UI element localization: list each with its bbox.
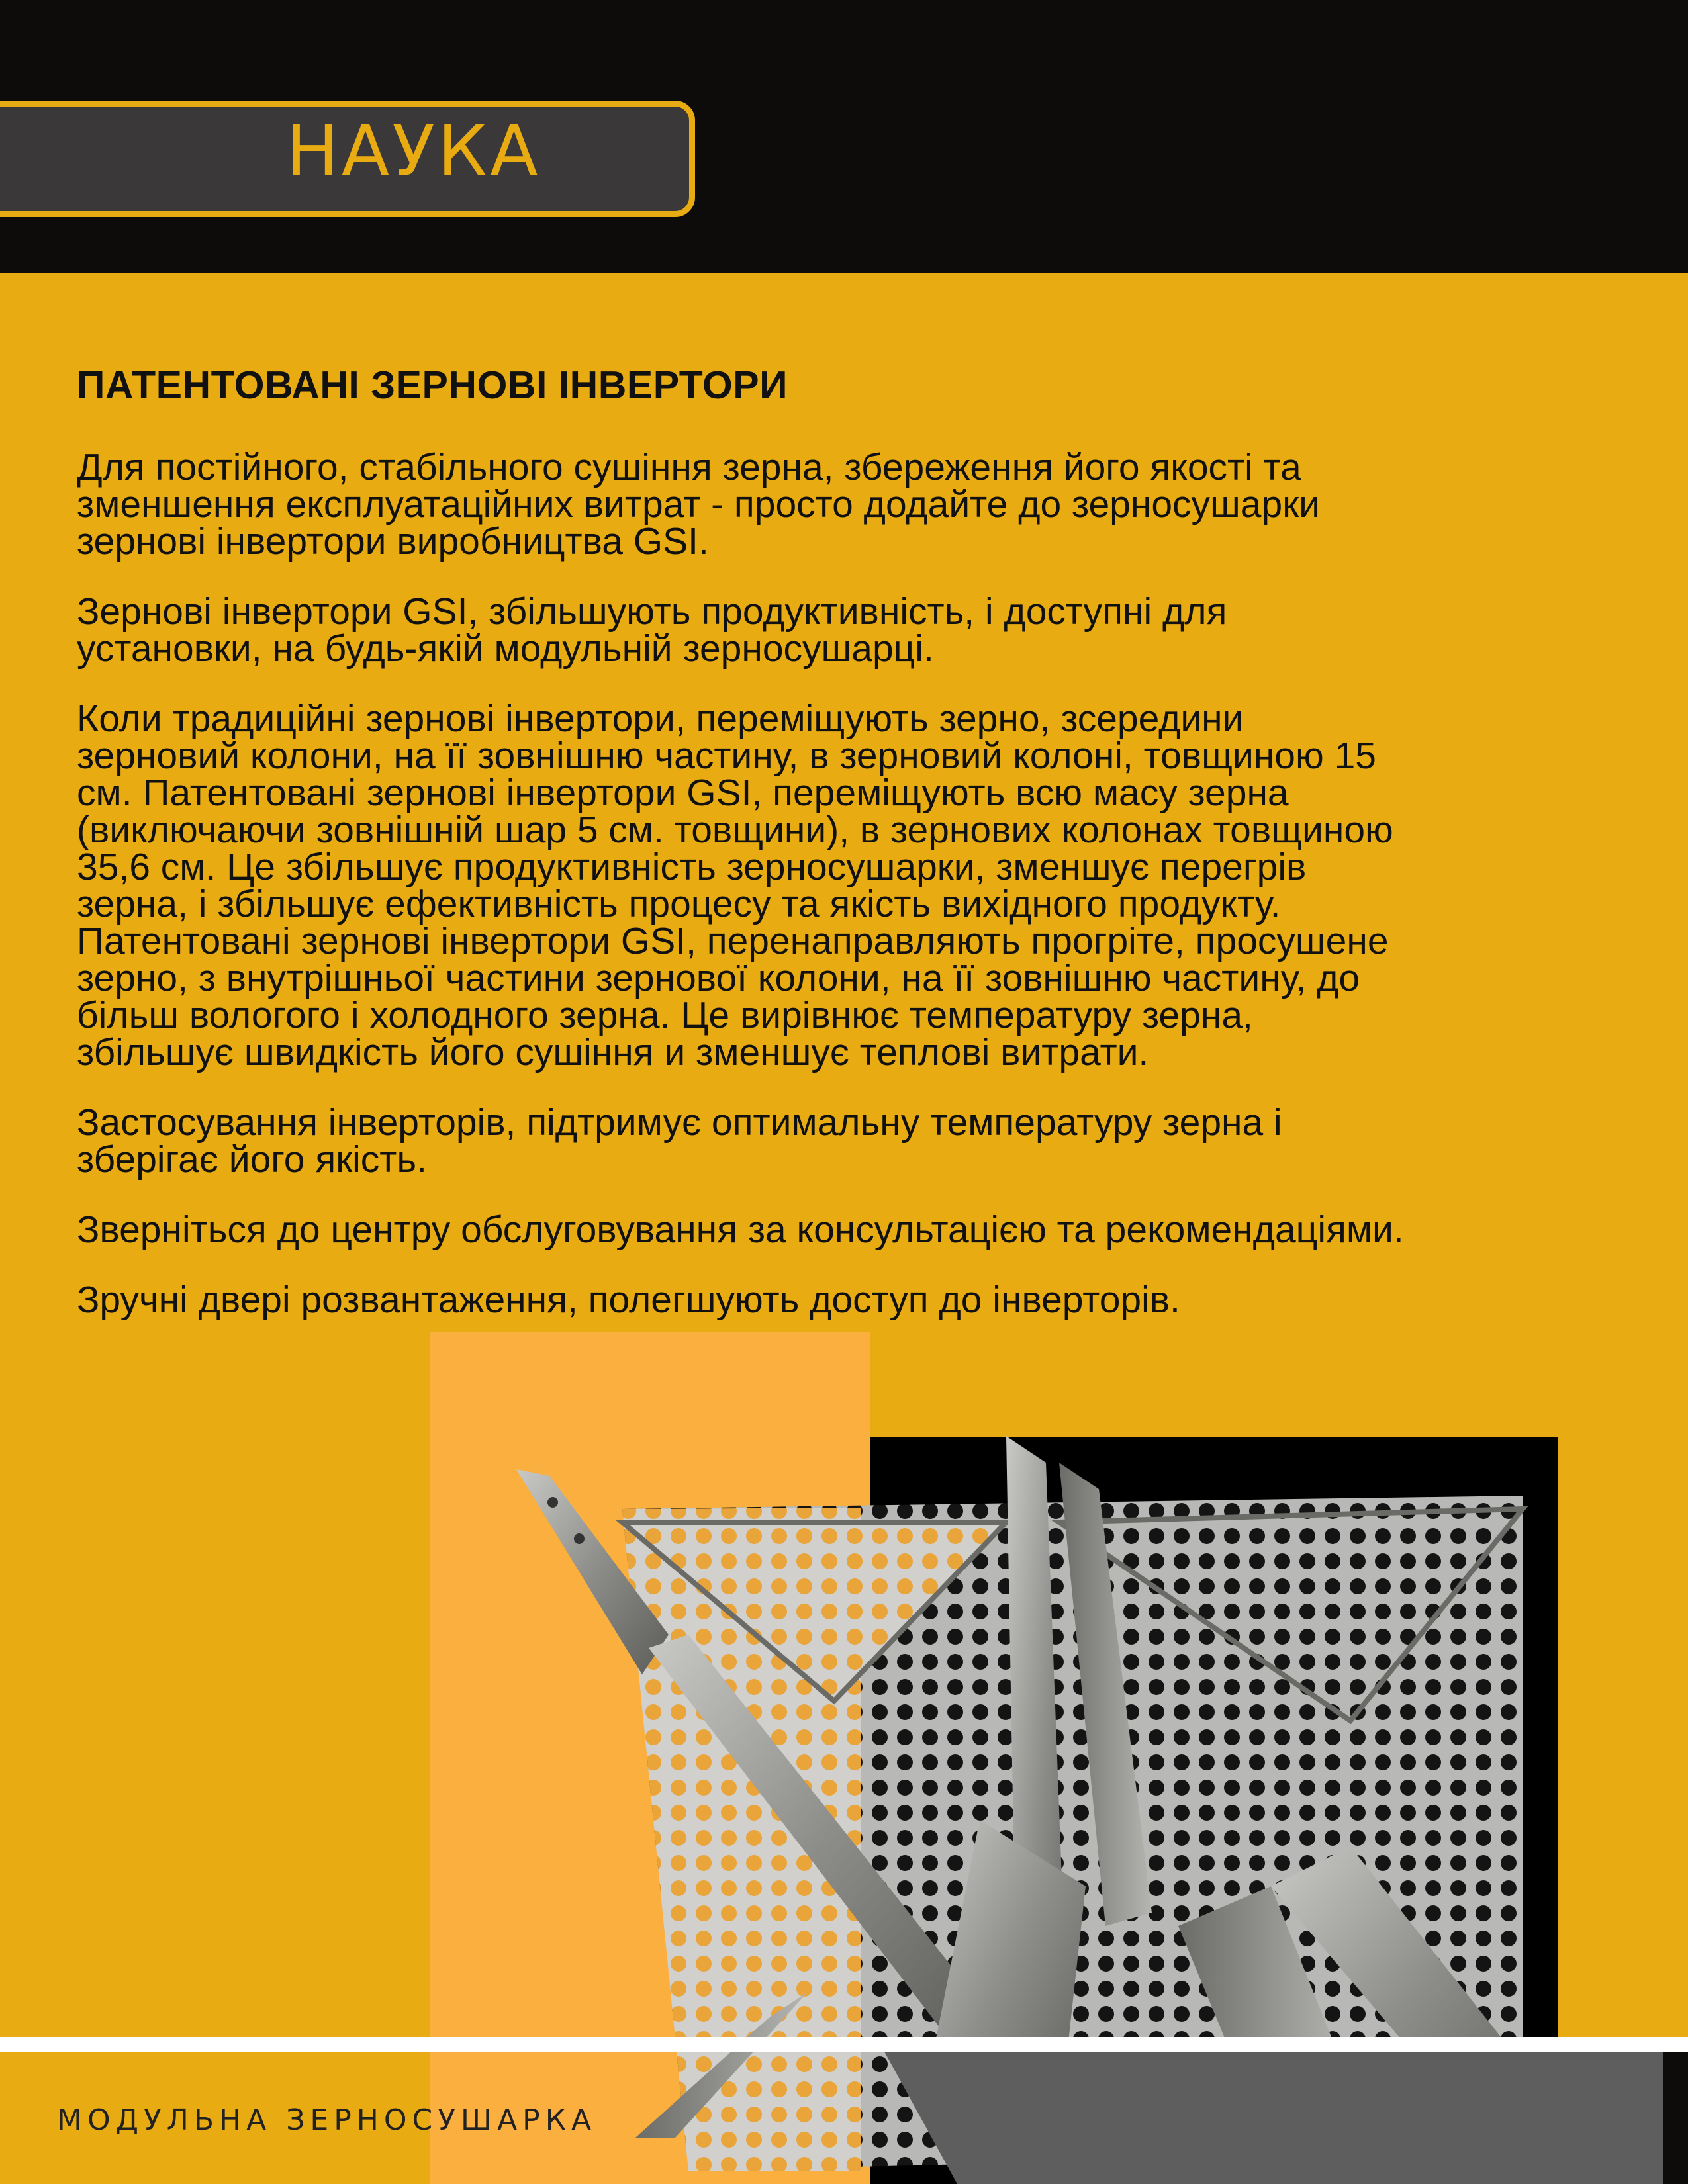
paragraph-comparison: Коли традиційні зернові інвертори, переміщують зерно, зсередини зерновий колони, на її зовнішню частину, в зерновий колоні, товщиною 15 см. Патентовані зернові інвертори GSI, переміщують всю масу зерна (виключаючи зовнішній шар 5 см. товщини), в зернових колонах товщиною 35,6 см. Це збільшує продуктивність зерносушарки, зменшує перегрів зерна, і збільшує ефективність процесу та якість вихідного продукту. Патентовані зернові інвертори GSI, перенаправляють прогріте, просушене зерно, з внутрішньої частини зернової колони, на її зовнішню частину, до більш вологого і холодного зерна. Це вирівнює температуру зерна, збільшує швидкість його сушіння и зменшує теплові витрати. <box>77 698 1393 1073</box>
paragraph-service: Зверніться до центру обслуговування за консультацією та рекомендаціями. <box>77 1208 1404 1251</box>
bolt-hole <box>574 1533 585 1544</box>
paragraph-intro: Для постійного, стабільного сушіння зерна, збереження його якості та зменшення експлуатаційних витрат - просто додайте до зерносушарки зернові інвертори виробництва GSI. <box>77 446 1320 563</box>
footer-rule <box>0 2037 1688 2052</box>
section-title: НАУКА <box>286 111 541 192</box>
paragraph-productivity: Зернові інвертори GSI, збільшують продуктивність, і доступні для установки, на будь-якій модульній зерносушарці. <box>77 590 1227 670</box>
footer-edge <box>1663 2052 1688 2184</box>
bolt-hole <box>547 1497 558 1508</box>
paragraph-doors: Зручні двері розвантаження, полегшують доступ до інверторів. <box>77 1279 1180 1321</box>
article-heading: ПАТЕНТОВАНІ ЗЕРНОВІ ІНВЕРТОРИ <box>77 363 788 407</box>
footer-grey-band <box>884 2052 1663 2184</box>
footer-label: МОДУЛЬНА ЗЕРНОСУШАРКА <box>57 2103 597 2137</box>
paragraph-quality: Застосування інверторів, підтримує оптимальну температуру зерна і зберігає його якість. <box>77 1101 1282 1181</box>
article-body <box>77 363 1652 1351</box>
